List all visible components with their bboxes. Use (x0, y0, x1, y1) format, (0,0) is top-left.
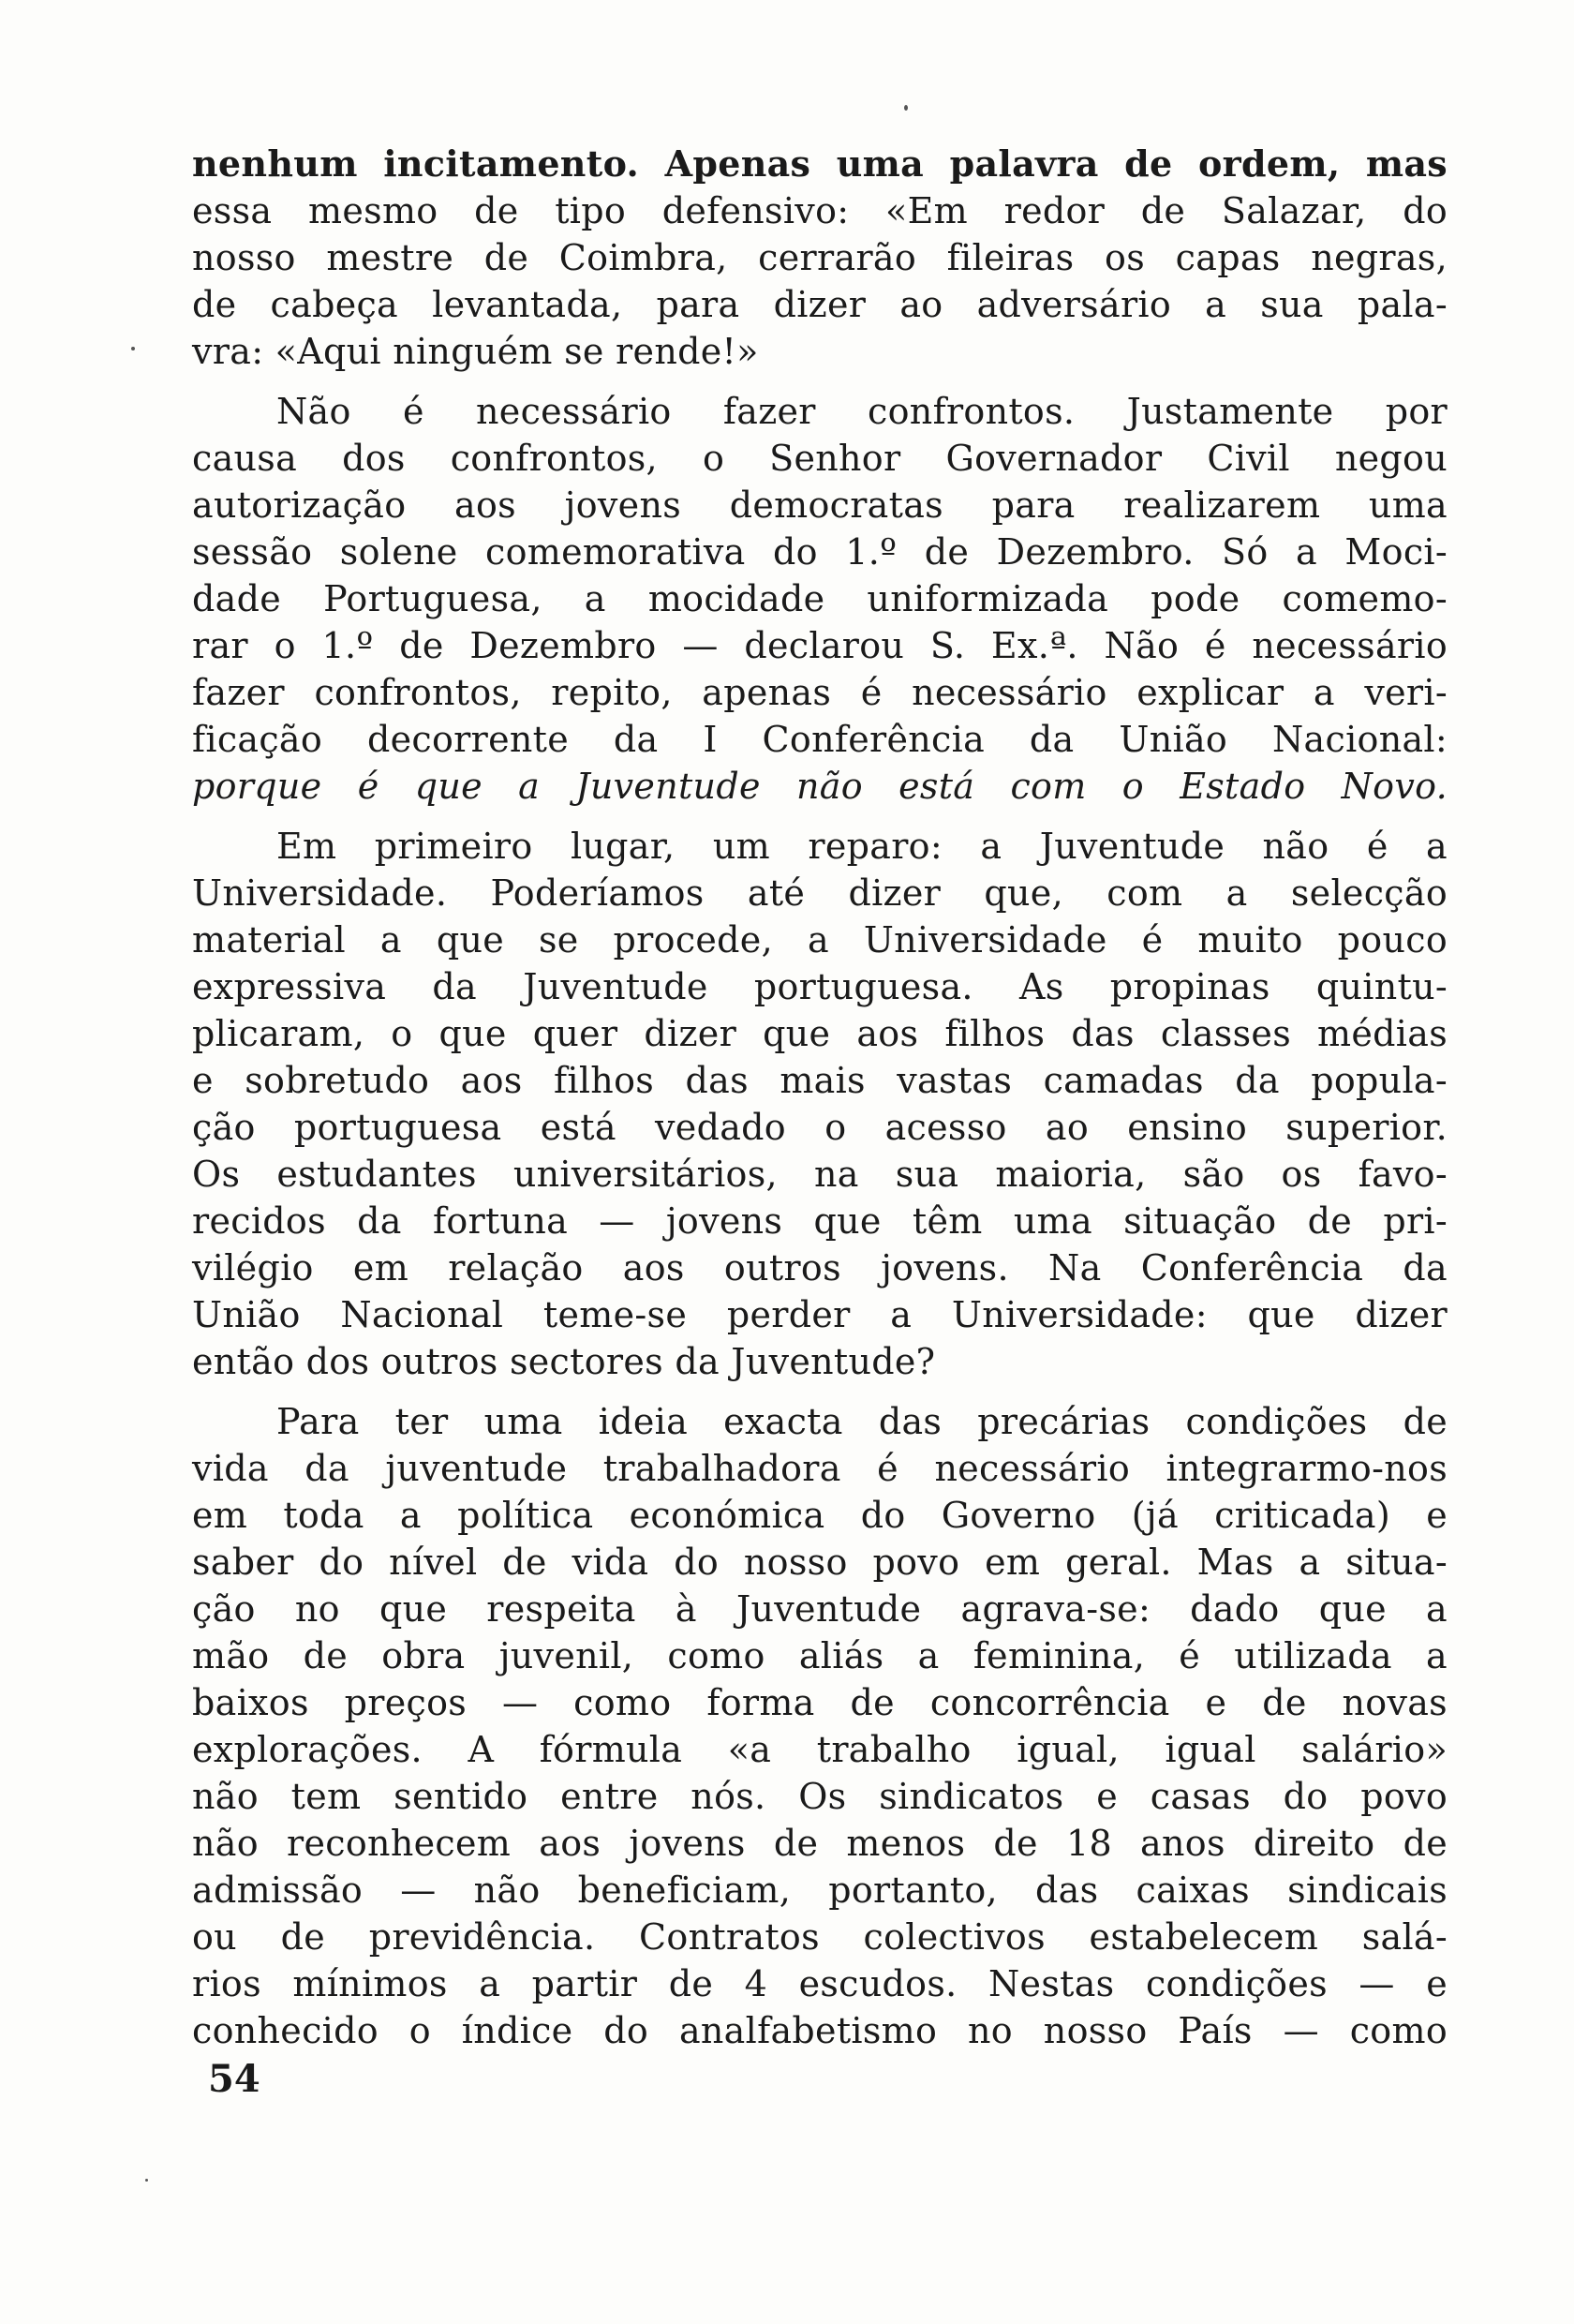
paragraph-1 (192, 141, 1448, 375)
text-line: Em primeiro lugar, um reparo: a Juventude não é a (276, 826, 1448, 867)
text-line: expressiva da Juventude portuguesa. As propinas quintu- (192, 966, 1448, 1007)
text-line: vra: «Aqui ninguém se rende!» (192, 331, 759, 372)
text-line: não tem sentido entre nós. Os sindicatos e casas do povo (192, 1776, 1448, 1817)
text-line: em toda a política económica do Governo (já criticada) e (192, 1495, 1448, 1536)
text-line: sessão solene comemorativa do 1.º de Dezembro. Só a Moci- (192, 531, 1448, 573)
paragraph-4 (192, 1398, 1448, 2054)
text-line: recidos da fortuna — jovens que têm uma situação de pri- (192, 1200, 1448, 1242)
print-speck (131, 347, 135, 350)
text-line: Para ter uma ideia exacta das precárias condições de (276, 1401, 1448, 1442)
text-line: vilégio em relação aos outros jovens. Na Conferência da (192, 1247, 1448, 1289)
text-line: baixos preços — como forma de concorrência e de novas (192, 1682, 1448, 1723)
text-line: ção no que respeita à Juventude agrava-se: dado que a (192, 1588, 1448, 1630)
paragraph-3 (192, 823, 1448, 1385)
text-line: ou de previdência. Contratos colectivos estabelecem salá- (192, 1916, 1448, 1958)
text-line: nosso mestre de Coimbra, cerrarão fileiras os capas negras, (192, 237, 1448, 278)
text-line: porque é que a Juventude não está com o Estado Novo. (192, 766, 1448, 807)
text-line: não reconhecem aos jovens de menos de 18 anos direito de (192, 1823, 1448, 1864)
paragraph-2 (192, 388, 1448, 810)
text-line: conhecido o índice do analfabetismo no nosso País — como (192, 2010, 1448, 2051)
print-speck (904, 105, 908, 111)
text-line: Não é necessário fazer confrontos. Justamente por (276, 391, 1448, 432)
text-line: autorização aos jovens democratas para realizarem uma (192, 484, 1448, 526)
text-line: Universidade. Poderíamos até dizer que, com a selecção (192, 872, 1448, 914)
text-line: mão de obra juvenil, como aliás a feminina, é utilizada a (192, 1635, 1448, 1676)
text-line: plicaram, o que quer dizer que aos filhos das classes médias (192, 1013, 1448, 1054)
text-line: saber do nível de vida do nosso povo em geral. Mas a situa- (192, 1542, 1448, 1583)
text-line: explorações. A fórmula «a trabalho igual, igual salário» (192, 1729, 1448, 1770)
text-line: ção portuguesa está vedado o acesso ao ensino superior. (192, 1107, 1448, 1148)
text-line: então dos outros sectores da Juventude? (192, 1341, 936, 1382)
text-line: admissão — não beneficiam, portanto, das caixas sindicais (192, 1870, 1448, 1911)
text-line: dade Portuguesa, a mocidade uniformizada pode comemo- (192, 578, 1448, 619)
text-line: de cabeça levantada, para dizer ao adversário a sua pala- (192, 284, 1448, 325)
body-text (192, 141, 1448, 2054)
text-line: causa dos confrontos, o Senhor Governador Civil negou (192, 438, 1448, 479)
print-speck (145, 2179, 148, 2182)
text-line: rar o 1.º de Dezembro — declarou S. Ex.ª. Não é necessário (192, 625, 1448, 666)
text-line: material a que se procede, a Universidade é muito pouco (192, 919, 1448, 961)
text-line: nenhum incitamento. Apenas uma palavra de ordem, mas (192, 142, 1448, 185)
text-line: Os estudantes universitários, na sua maioria, são os favo- (192, 1154, 1448, 1195)
page-number: 54 (208, 2057, 260, 2101)
text-line: fazer confrontos, repito, apenas é necessário explicar a veri- (192, 672, 1448, 713)
text-line: União Nacional teme-se perder a Universidade: que dizer (192, 1294, 1448, 1335)
text-line: vida da juventude trabalhadora é necessário integrarmo-nos (192, 1448, 1448, 1489)
text-line: e sobretudo aos filhos das mais vastas camadas da popula- (192, 1060, 1448, 1101)
text-line: essa mesmo de tipo defensivo: «Em redor de Salazar, do (192, 190, 1448, 231)
text-line: ficação decorrente da I Conferência da União Nacional: (192, 719, 1448, 760)
text-line: rios mínimos a partir de 4 escudos. Nestas condições — e (192, 1963, 1448, 2004)
